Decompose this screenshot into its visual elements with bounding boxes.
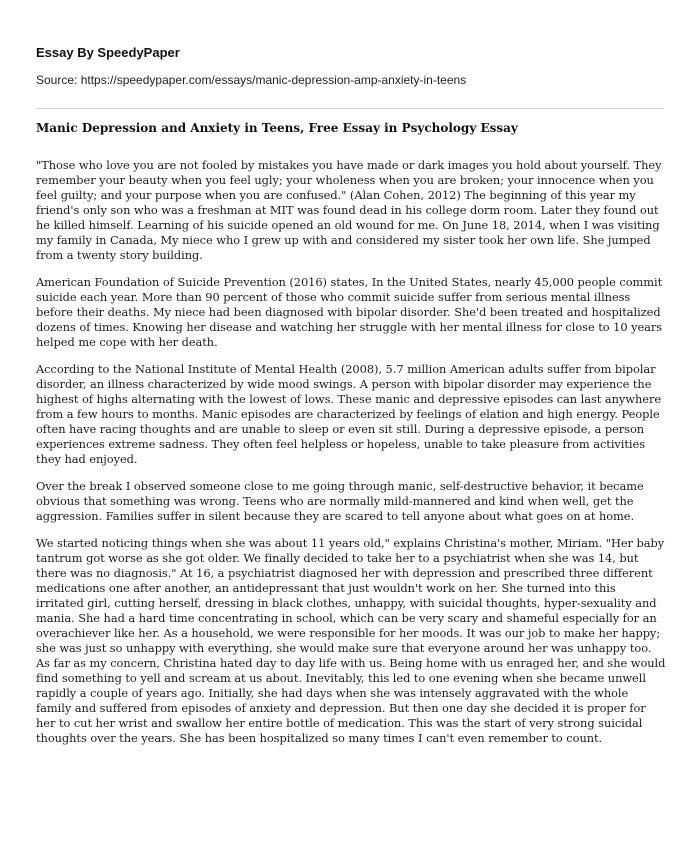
essay-body (36, 158, 666, 758)
paragraph: Over the break I observed someone close to me going through manic, self-destructive behavior, it became obvious that something was wrong. Teens who are normally mild-mannered and kind when well, get the aggression. Families suffer in silent because they are scared to tell anyone about what goes on at home. (36, 479, 644, 523)
paragraph: American Foundation of Suicide Prevention (2016) states, In the United States, nearly 45,000 people commit suicide each year. More than 90 percent of those who commit suicide suffer from serious mental illness before their deaths. My niece had been diagnosed with bipolar disorder. She'd been treated and hospitalized dozens of times. Knowing her disease and watching her struggle with her mental illness for close to 10 years helped me cope with her death. (36, 275, 663, 349)
paragraph: We started noticing things when she was about 11 years old," explains Christina's mother, Miriam. "Her baby tantrum got worse as she got older. We finally decided to take her to a psychiatrist when she was 14, but there was no diagnosis." At 16, a psychiatrist diagnosed her with depression and prescribed three different medications one after another, an antidepressant that just wouldn't work on her. She turned into this irritated girl, cutting herself, dressing in black clothes, unhappy, with suicidal thoughts, hyper-sexuality and mania. She had a hard time concentrating in school, which can be very scary and shameful especially for an overachiever like her. As a household, we were responsible for her moods. It was our job to make her happy; she was just so unhappy with everything, she would make sure that everyone around her was unhappy too. As far as my concern, Christina hated day to day life with us. Being home with us enraged her, and she would find something to yell and scream at us about. Inevitably, this led to one evening when she became unwell rapidly a couple of years ago. Initially, she had days when she was intensely aggravated with the whole family and suffered from episodes of anxiety and depression. But then one day she decided it is proper for her to cut her wrist and swallow her entire bottle of medication. This was the start of very strong suicidal thoughts over the years. She has been hospitalized so many times I can't even remember to count. (36, 536, 666, 745)
brand-heading: Essay By SpeedyPaper (36, 45, 180, 60)
paragraph: According to the National Institute of Mental Health (2008), 5.7 million American adults suffer from bipolar disorder, an illness characterized by wide mood swings. A person with bipolar disorder may experience the highest of highs alternating with the lowest of lows. These manic and depressive episodes can last anywhere from a few hours to months. Manic episodes are characterized by feelings of elation and high energy. People often have racing thoughts and are unable to sleep or even sit still. During a depressive episode, a person experiences extreme sadness. They often feel helpless or hopeless, unable to take pleasure from activities they had enjoyed. (36, 362, 662, 466)
source-line: Source: https://speedypaper.com/essays/manic-depression-amp-anxiety-in-teens (36, 73, 467, 87)
paragraph: "Those who love you are not fooled by mistakes you have made or dark images you hold about yourself. They remember your beauty when you feel ugly; your wholeness when you are broken; your innocence when you feel guilty; and your purpose when you are confused." (Alan Cohen, 2012) The beginning of this year my friend's only son who was a freshman at MIT was found dead in his college dorm room. Later they found out he killed himself. Learning of his suicide opened an old wound for me. On June 18, 2014, when I was visiting my family in Canada, My niece who I grew up with and considered my sister took her own life. She jumped from a twenty story building. (36, 158, 662, 262)
essay-title: Manic Depression and Anxiety in Teens, Free Essay in Psychology Essay (36, 121, 518, 135)
header-divider (36, 108, 664, 109)
